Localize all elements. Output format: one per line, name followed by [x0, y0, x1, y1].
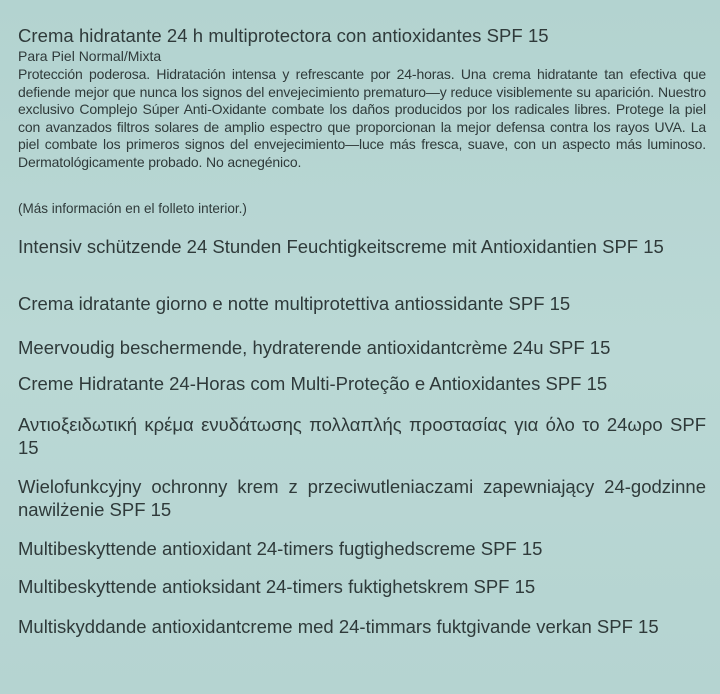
italian-title: Crema idratante giorno e notte multiprotettiva antiossidante SPF 15 [18, 293, 571, 314]
danish-title: Multibeskyttende antioxidant 24-timers fugtighedscreme SPF 15 [18, 538, 543, 559]
polish-title: Wielofunkcyjny ochronny krem z przeciwutleniaczami zapewniający 24-godzinne nawilżenie SPF 15 [18, 476, 706, 520]
dutch-title: Meervoudig beschermende, hydraterende antioxidantcrème 24u SPF 15 [18, 337, 611, 358]
swedish-title: Multiskyddande antioxidantcreme med 24-timmars fuktgivande verkan SPF 15 [18, 616, 659, 637]
portuguese-title: Creme Hidratante 24-Horas com Multi-Proteção e Antioxidantes SPF 15 [18, 373, 608, 394]
spanish-subtitle: Para Piel Normal/Mixta [18, 48, 162, 64]
spanish-note: (Más información en el folleto interior.) [18, 201, 247, 216]
spanish-description: Protección poderosa. Hidratación intensa y refrescante por 24-horas. Una crema hidratante tan efectiva que defiende mejor que nunca los signos del envejecimiento prematuro—y reduce visiblemente su aparición. Nuestro exclusivo Complejo Súper Anti-Oxidante combate los daños producidos por los radicales libres. Protege la piel con avanzados filtros solares de amplio espectro que proporcionan la mejor defensa contra los rayos UVA. La piel combate los primeros signos del envejecimiento—luce más fresca, suave, con un aspecto más luminoso. Dermatológicamente probado. No acnegénico. [18, 66, 706, 170]
german-title: Intensiv schützende 24 Stunden Feuchtigkeitscreme mit Antioxidantien SPF 15 [18, 236, 664, 257]
greek-title: Αντιοξειδωτική κρέμα ενυδάτωσης πολλαπλής προστασίας για όλο το 24ωρο SPF 15 [18, 414, 706, 458]
norwegian-title: Multibeskyttende antioksidant 24-timers fuktighetskrem SPF 15 [18, 576, 536, 597]
spanish-title: Crema hidratante 24 h multiprotectora con antioxidantes SPF 15 [18, 25, 549, 46]
